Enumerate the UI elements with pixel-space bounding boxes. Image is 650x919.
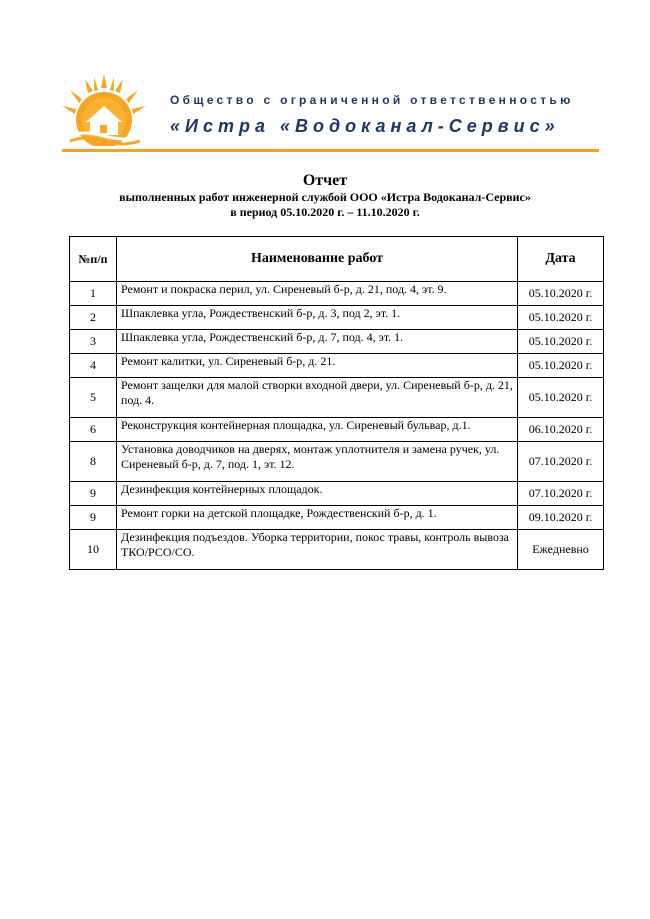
row-num: 9 [70,506,117,530]
row-num: 4 [70,354,117,378]
row-num: 10 [70,530,117,570]
row-date: 05.10.2020 г. [518,282,604,306]
row-work: Шпаклевка угла, Рождественский б-р, д. 3, под 2, эт. 1. [117,306,518,330]
row-work: Шпаклевка угла, Рождественский б-р, д. 7, под. 4, эт. 1. [117,330,518,354]
row-work: Установка доводчиков на дверях, монтаж уплотнителя и замена ручек, ул. Сиреневый б-р, д. 7, под. 1, эт. 12. [117,442,518,482]
table-row [70,418,604,442]
row-date: 05.10.2020 г. [518,306,604,330]
table-row [70,330,604,354]
header-divider [62,149,599,152]
row-date: 07.10.2020 г. [518,482,604,506]
row-date: 05.10.2020 г. [518,354,604,378]
header-name: Наименование работ [117,237,518,282]
header-num: №п/п [70,237,117,282]
row-work: Дезинфекция контейнерных площадок. [117,482,518,506]
row-num: 2 [70,306,117,330]
row-date: 05.10.2020 г. [518,330,604,354]
row-num: 8 [70,442,117,482]
header-date: Дата [518,237,604,282]
table-header-row [70,237,604,282]
report-title-block [0,172,650,220]
report-title: Отчет [302,172,348,189]
row-work: Ремонт калитки, ул. Сиреневый б-р, д. 21. [117,354,518,378]
row-work: Ремонт и покраска перил, ул. Сиреневый б-р, д. 21, под. 4, эт. 9. [117,282,518,306]
works-table [69,236,604,570]
table-row [70,442,604,482]
table-row [70,282,604,306]
row-date: 06.10.2020 г. [518,418,604,442]
table-row [70,530,604,570]
row-num: 5 [70,378,117,418]
row-date: Ежедневно [518,530,604,570]
row-date: 09.10.2020 г. [518,506,604,530]
row-num: 9 [70,482,117,506]
row-num: 1 [70,282,117,306]
row-date: 07.10.2020 г. [518,442,604,482]
row-work: Ремонт защелки для малой створки входной двери, ул. Сиреневый б-р, д. 21, под. 4. [117,378,518,418]
row-work: Дезинфекция подъездов. Уборка территории, покос травы, контроль вывоза ТКО/РСО/СО. [117,530,518,570]
row-work: Ремонт горки на детской площадке, Рождественский б-р, д. 1. [117,506,518,530]
table-row [70,378,604,418]
row-num: 6 [70,418,117,442]
company-logo-icon [60,74,148,146]
table-row [70,506,604,530]
row-work: Реконструкция контейнерная площадка, ул. Сиреневый бульвар, д.1. [117,418,518,442]
row-num: 3 [70,330,117,354]
company-name-line1: Общество с ограниченной ответственностью [170,93,574,107]
report-subtitle-line1: выполненных работ инженерной службой ООО «Истра Водоканал-Сервис» [119,190,531,204]
report-subtitle-line2: в период 05.10.2020 г. – 11.10.2020 г. [230,205,420,219]
table-row [70,354,604,378]
row-date: 05.10.2020 г. [518,378,604,418]
table-row [70,306,604,330]
company-name-line2: «Истра «Водоканал-Сервис» [170,116,560,136]
table-row [70,482,604,506]
